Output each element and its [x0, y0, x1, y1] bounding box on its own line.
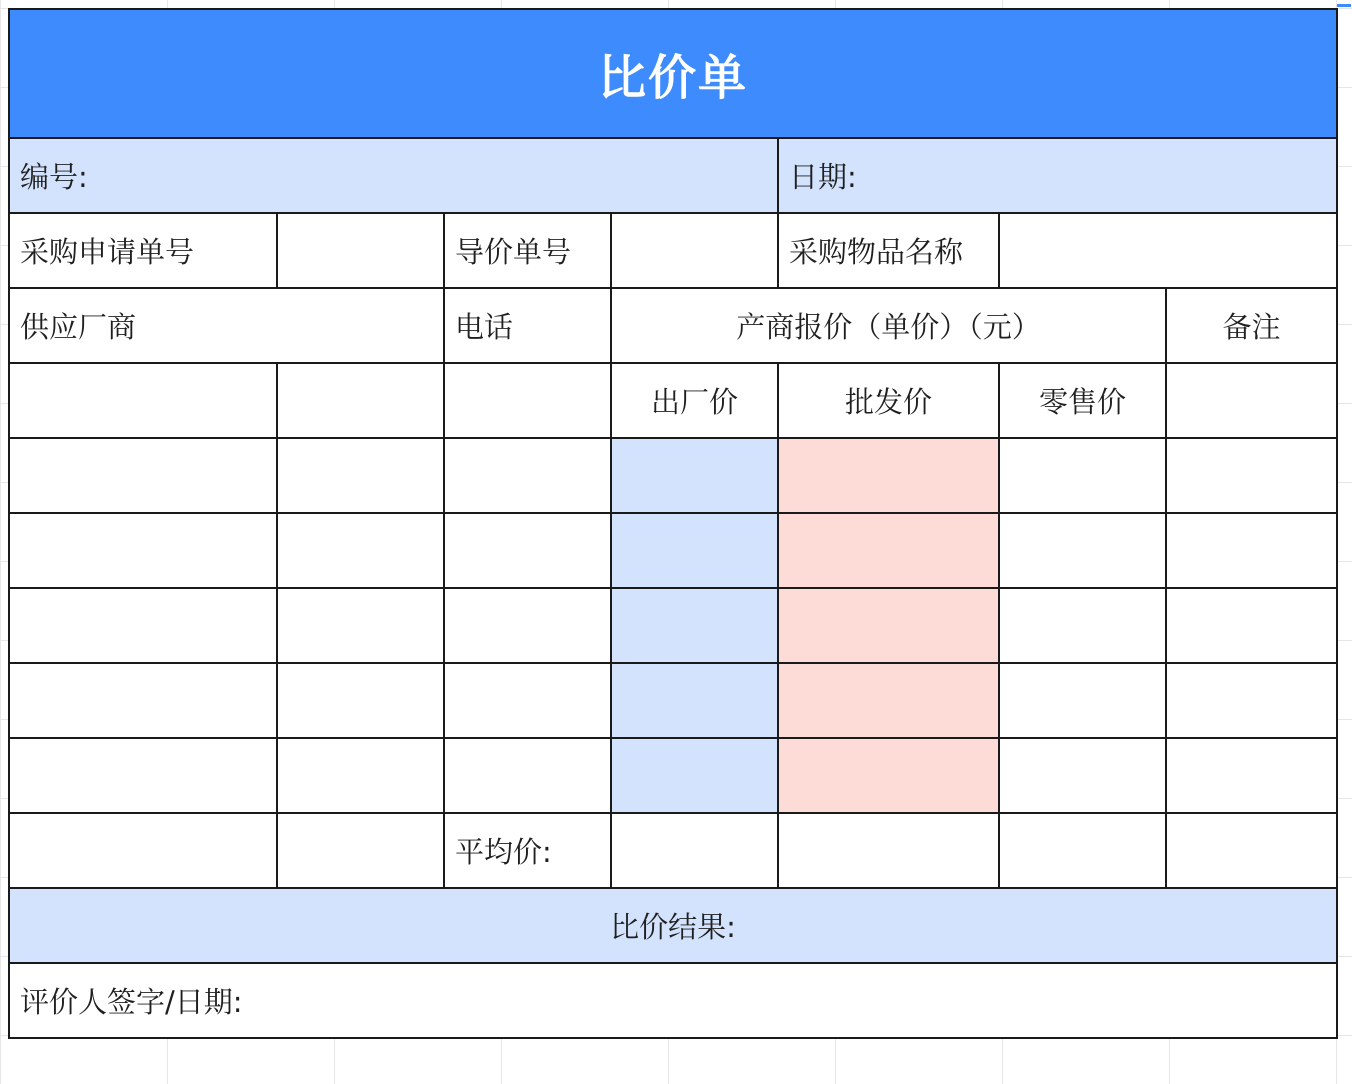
- table-row: [9, 738, 1337, 813]
- remarks-cell[interactable]: [1166, 588, 1337, 663]
- column-header-row: [9, 288, 1337, 363]
- quote-no-label[interactable]: 导价单号: [444, 213, 611, 288]
- supplier-header[interactable]: 供应厂商: [9, 288, 444, 363]
- contact-cell[interactable]: [277, 663, 444, 738]
- phone-cell[interactable]: [444, 663, 611, 738]
- remarks-cell[interactable]: [1166, 663, 1337, 738]
- retail-price-cell[interactable]: [999, 588, 1166, 663]
- selection-edge-marker: [1337, 4, 1351, 7]
- subheader-blank-3[interactable]: [444, 363, 611, 438]
- retail-price-cell[interactable]: [999, 513, 1166, 588]
- signature-row: [9, 963, 1337, 1038]
- factory-price-cell[interactable]: [611, 738, 778, 813]
- wholesale-price-cell[interactable]: [778, 588, 999, 663]
- phone-cell[interactable]: [444, 513, 611, 588]
- remarks-cell[interactable]: [1166, 513, 1337, 588]
- average-label[interactable]: 平均价:: [444, 813, 611, 888]
- remarks-header[interactable]: 备注: [1166, 288, 1337, 363]
- contact-cell[interactable]: [277, 513, 444, 588]
- remarks-cell[interactable]: [1166, 438, 1337, 513]
- title-row: [9, 9, 1337, 138]
- subheader-blank-2[interactable]: [277, 363, 444, 438]
- contact-cell[interactable]: [277, 588, 444, 663]
- factory-price-cell[interactable]: [611, 513, 778, 588]
- factory-price-cell[interactable]: [611, 663, 778, 738]
- factory-price-cell[interactable]: [611, 588, 778, 663]
- average-factory-price[interactable]: [611, 813, 778, 888]
- retail-price-header[interactable]: 零售价: [999, 363, 1166, 438]
- supplier-cell[interactable]: [9, 663, 277, 738]
- price-comparison-table: [8, 8, 1338, 1039]
- quote-group-header[interactable]: 产商报价（单价）（元）: [611, 288, 1166, 363]
- number-cell[interactable]: 编号:: [9, 138, 778, 213]
- form-title[interactable]: 比价单: [9, 9, 1337, 138]
- item-name-value[interactable]: [999, 213, 1337, 288]
- request-row: [9, 213, 1337, 288]
- request-no-value[interactable]: [277, 213, 444, 288]
- average-retail-price[interactable]: [999, 813, 1166, 888]
- evaluator-signature[interactable]: 评价人签字/日期:: [9, 963, 1337, 1038]
- result-row: [9, 888, 1337, 963]
- supplier-cell[interactable]: [9, 513, 277, 588]
- wholesale-price-header[interactable]: 批发价: [778, 363, 999, 438]
- item-name-label[interactable]: 采购物品名称: [778, 213, 999, 288]
- table-row: [9, 663, 1337, 738]
- table-row: [9, 513, 1337, 588]
- retail-price-cell[interactable]: [999, 738, 1166, 813]
- phone-cell[interactable]: [444, 438, 611, 513]
- subheader-blank-4[interactable]: [1166, 363, 1337, 438]
- table-row: [9, 438, 1337, 513]
- average-remarks[interactable]: [1166, 813, 1337, 888]
- phone-header[interactable]: 电话: [444, 288, 611, 363]
- phone-cell[interactable]: [444, 738, 611, 813]
- supplier-cell[interactable]: [9, 438, 277, 513]
- factory-price-cell[interactable]: [611, 438, 778, 513]
- average-blank-2[interactable]: [277, 813, 444, 888]
- price-comparison-form: [8, 8, 1336, 1039]
- retail-price-cell[interactable]: [999, 438, 1166, 513]
- phone-cell[interactable]: [444, 588, 611, 663]
- remarks-cell[interactable]: [1166, 738, 1337, 813]
- average-wholesale-price[interactable]: [778, 813, 999, 888]
- retail-price-cell[interactable]: [999, 663, 1166, 738]
- average-row: [9, 813, 1337, 888]
- quote-no-value[interactable]: [611, 213, 778, 288]
- request-no-label[interactable]: 采购申请单号: [9, 213, 277, 288]
- wholesale-price-cell[interactable]: [778, 438, 999, 513]
- contact-cell[interactable]: [277, 438, 444, 513]
- factory-price-header[interactable]: 出厂价: [611, 363, 778, 438]
- table-row: [9, 588, 1337, 663]
- price-subheader-row: [9, 363, 1337, 438]
- wholesale-price-cell[interactable]: [778, 663, 999, 738]
- header-row: [9, 138, 1337, 213]
- wholesale-price-cell[interactable]: [778, 738, 999, 813]
- average-blank-1[interactable]: [9, 813, 277, 888]
- wholesale-price-cell[interactable]: [778, 513, 999, 588]
- date-cell[interactable]: 日期:: [778, 138, 1337, 213]
- supplier-cell[interactable]: [9, 738, 277, 813]
- comparison-result[interactable]: 比价结果:: [9, 888, 1337, 963]
- supplier-cell[interactable]: [9, 588, 277, 663]
- subheader-blank-1[interactable]: [9, 363, 277, 438]
- contact-cell[interactable]: [277, 738, 444, 813]
